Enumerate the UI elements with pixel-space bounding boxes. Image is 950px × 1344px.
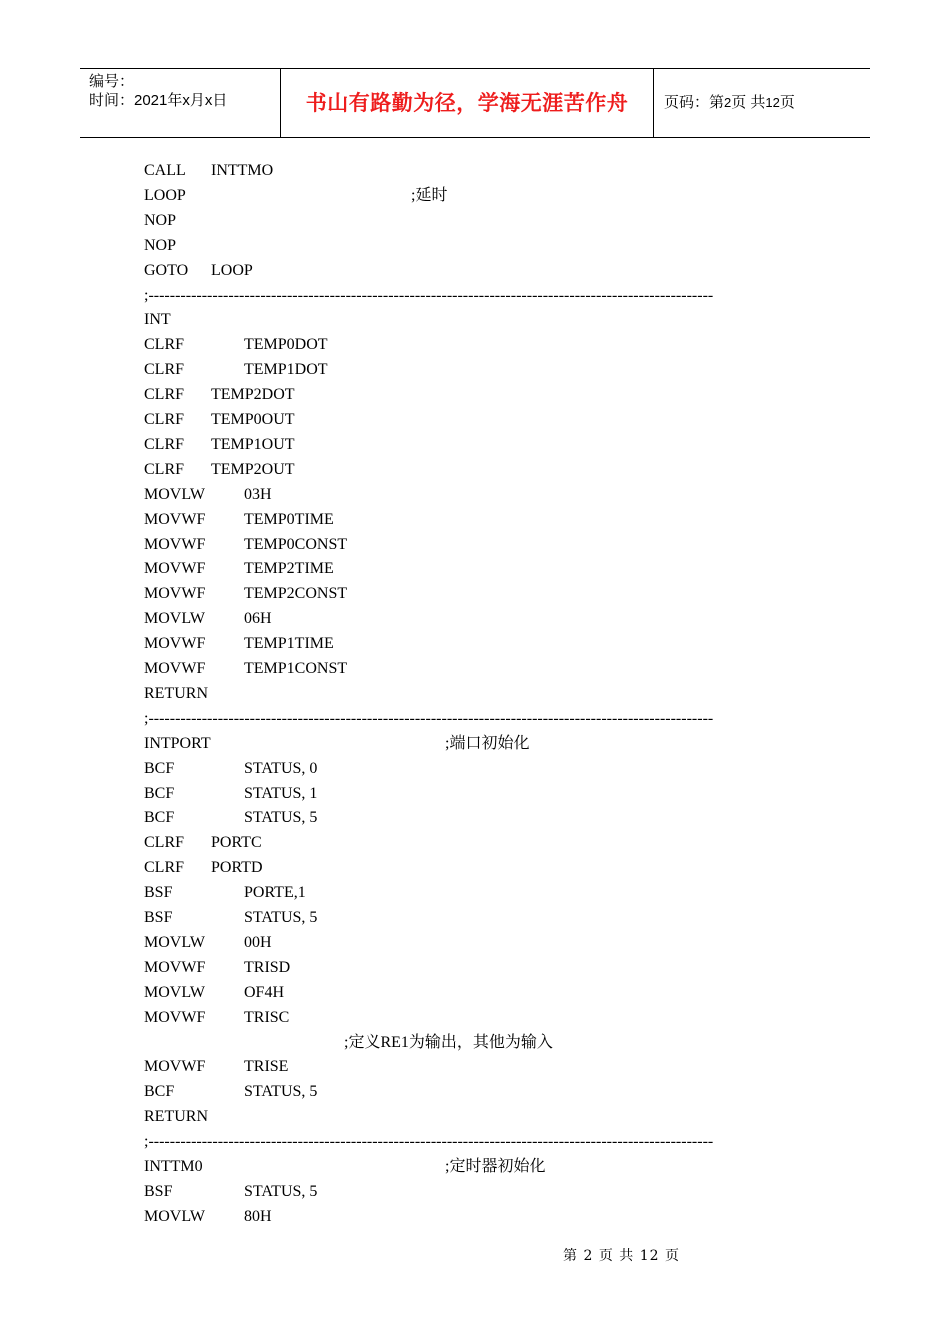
code-opcode: CLRF <box>144 361 185 379</box>
code-operand: INTTMO <box>211 162 274 179</box>
code-operand: TEMP0TIME <box>244 510 334 528</box>
code-opcode: NOP <box>144 211 177 229</box>
page-end-label: 页 <box>779 94 795 111</box>
code-opcode: CLRF <box>144 435 185 453</box>
header-motto: 书山有路勤为径，学海无涯苦作舟 <box>281 69 654 137</box>
page-total: 12 <box>765 95 780 110</box>
code-opcode: RETURN <box>144 1108 208 1126</box>
code-operand: 80H <box>244 1207 272 1225</box>
code-opcode: CLRF <box>144 834 185 852</box>
footer-mid: 页 共 <box>598 1248 635 1264</box>
code-opcode: MOVWF <box>144 585 206 603</box>
code-opcode: CLRF <box>144 411 185 428</box>
code-opcode: MOVLW <box>144 983 206 1001</box>
code-opcode: BSF <box>144 909 173 926</box>
code-opcode: BSF <box>144 1182 173 1200</box>
code-operand: TRISE <box>244 1058 289 1076</box>
code-opcode: CLRF <box>144 336 185 354</box>
code-operand: STATUS, 5 <box>244 809 318 827</box>
code-operand: TEMP1OUT <box>211 435 295 453</box>
code-opcode: BCF <box>144 809 175 827</box>
number-label: 编号： <box>89 73 135 90</box>
code-operand: TEMP2DOT <box>211 386 295 404</box>
footer-suffix: 页 <box>665 1248 681 1264</box>
code-operand: TRISD <box>244 958 291 976</box>
time-label: 时间：2021年x月x日 <box>89 92 228 109</box>
code-opcode: MOVWF <box>144 1008 206 1026</box>
code-operand: TEMP0DOT <box>244 336 328 354</box>
page-mid-label: 页 共 <box>731 94 766 111</box>
code-comment: ;定时器初始化 <box>445 1158 546 1175</box>
code-operand: STATUS, 5 <box>244 1182 318 1200</box>
code-comment: ;定义RE1为输出，其他为输入 <box>344 1033 553 1051</box>
code-opcode: MOVLW <box>144 1207 206 1225</box>
code-operand: TEMP1DOT <box>244 361 328 379</box>
code-operand: OF4H <box>244 983 285 1001</box>
code-opcode: MOVWF <box>144 1058 206 1076</box>
code-opcode: MOVLW <box>144 610 206 628</box>
code-opcode: BSF <box>144 884 173 902</box>
code-operand: 00H <box>244 933 272 951</box>
code-opcode: BCF <box>144 1083 175 1101</box>
code-operand: TEMP0CONST <box>244 535 348 553</box>
page-label: 页码：第 <box>664 94 725 111</box>
separator-line: ;---------------------------------------------------------------------------------------------------------- <box>144 709 714 727</box>
code-opcode: BCF <box>144 784 175 802</box>
code-opcode: MOVWF <box>144 958 206 976</box>
code-operand: STATUS, 0 <box>244 759 318 777</box>
code-opcode: LOOP <box>144 186 186 204</box>
footer-page-number: 2 <box>583 1248 594 1264</box>
footer-prefix: 第 <box>563 1248 578 1264</box>
code-operand: STATUS, 5 <box>244 1083 318 1101</box>
code-opcode: CLRF <box>144 386 185 404</box>
page-number: 2 <box>724 95 732 110</box>
code-opcode: RETURN <box>144 684 208 702</box>
code-opcode: INTTM0 <box>144 1158 203 1175</box>
code-opcode: MOVWF <box>144 560 206 578</box>
code-opcode: BCF <box>144 759 175 777</box>
code-operand: TEMP1CONST <box>244 660 348 677</box>
code-comment: ;延时 <box>411 186 448 204</box>
code-operand: TEMP1TIME <box>244 635 334 653</box>
separator-line: ;---------------------------------------------------------------------------------------------------------- <box>144 1133 714 1151</box>
code-operand: TEMP2TIME <box>244 560 334 578</box>
code-opcode: MOVWF <box>144 635 206 653</box>
code-opcode: INTPORT <box>144 734 211 752</box>
code-operand: STATUS, 1 <box>244 784 318 802</box>
code-opcode: NOP <box>144 236 177 254</box>
code-opcode: MOVWF <box>144 535 206 553</box>
page-header <box>80 68 870 138</box>
header-page-info <box>654 69 870 137</box>
code-opcode: MOVLW <box>144 933 206 951</box>
code-operand: TEMP2OUT <box>211 460 295 478</box>
code-operand: TEMP2CONST <box>244 585 348 603</box>
code-opcode: MOVWF <box>144 660 206 677</box>
footer-page-total: 12 <box>639 1248 660 1264</box>
code-operand: 06H <box>244 610 272 628</box>
code-operand: STATUS, 5 <box>244 909 318 926</box>
code-comment: ;端口初始化 <box>445 734 530 752</box>
code-opcode: CLRF <box>144 859 185 877</box>
header-info-cell <box>80 69 281 137</box>
code-operand: PORTD <box>211 859 263 877</box>
page-footer <box>563 1246 680 1266</box>
code-opcode: CALL <box>144 162 186 179</box>
code-operand: TRISC <box>244 1008 290 1026</box>
code-opcode: CLRF <box>144 460 185 478</box>
code-opcode: INT <box>144 311 171 329</box>
code-opcode: MOVWF <box>144 510 206 528</box>
code-opcode: MOVLW <box>144 485 206 503</box>
code-operand: PORTE,1 <box>244 884 306 902</box>
code-operand: PORTC <box>211 834 262 852</box>
code-operand: LOOP <box>211 261 253 279</box>
code-opcode: GOTO <box>144 261 189 279</box>
separator-line: ;---------------------------------------------------------------------------------------------------------- <box>144 286 714 304</box>
code-operand: 03H <box>244 485 272 503</box>
code-operand: TEMP0OUT <box>211 411 295 428</box>
